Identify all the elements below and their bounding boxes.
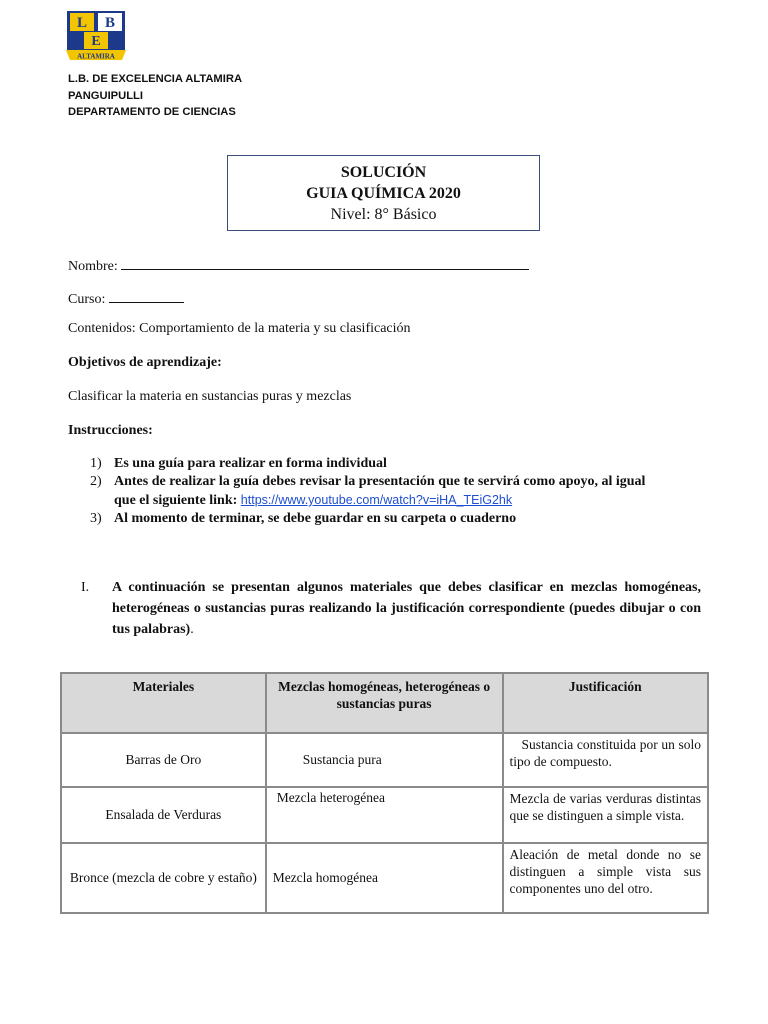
cell-material: Barras de Oro bbox=[61, 733, 266, 787]
table-header-row bbox=[61, 673, 708, 733]
section-text: A continuación se presentan algunos materiales que debes clasificar en mezclas homogéneas, heterogéneas o sustancias puras realizando la justificación correspondiente (puedes dibujar o con tus palabras) bbox=[112, 580, 701, 637]
list-item-text: Antes de realizar la guía debes revisar la presentación que te servirá como apoyo, al igual bbox=[114, 474, 646, 489]
school-department: DEPARTAMENTO DE CIENCIAS bbox=[68, 106, 236, 118]
school-city: PANGUIPULLI bbox=[68, 89, 143, 102]
header-materiales: Materiales bbox=[61, 673, 266, 733]
cell-material: Ensalada de Verduras bbox=[61, 787, 266, 843]
list-item-text: Al momento de terminar, se debe guardar en su carpeta o cuaderno bbox=[114, 511, 517, 526]
cell-tipo: Mezcla homogénea bbox=[266, 843, 503, 913]
instructions-list bbox=[90, 455, 645, 528]
curso-blank[interactable] bbox=[109, 288, 184, 303]
logo-letter-e: E bbox=[91, 34, 101, 49]
list-item-continuation bbox=[90, 491, 645, 510]
cell-justificacion: Aleación de metal donde no se distinguen a simple vista sus componentes uno del otro. bbox=[503, 843, 708, 913]
list-item-number: 3) bbox=[90, 511, 102, 526]
logo-letter-l: L bbox=[76, 15, 88, 31]
list-item bbox=[90, 455, 645, 473]
logo-banner: ALTAMIRA bbox=[77, 52, 115, 61]
list-item-text: que el siguiente link: bbox=[114, 493, 238, 508]
section-roman-numeral: I. bbox=[81, 580, 90, 595]
school-header bbox=[68, 71, 242, 121]
cell-justificacion: Sustancia constituida por un solo tipo de compuesto. bbox=[503, 733, 708, 787]
title-solution: SOLUCIÓN bbox=[340, 164, 427, 181]
title-guide: GUIA QUÍMICA 2020 bbox=[306, 185, 461, 202]
curso-label: Curso: bbox=[68, 292, 106, 307]
cell-justificacion: Mezcla de varias verduras distintas que se distinguen a simple vista. bbox=[503, 787, 708, 843]
table-row bbox=[61, 787, 708, 843]
logo-letter-b: B bbox=[104, 15, 116, 31]
objetivos-text: Clasificar la materia en sustancias puras y mezclas bbox=[68, 389, 352, 404]
school-name: L.B. DE EXCELENCIA ALTAMIRA bbox=[68, 73, 243, 85]
cell-tipo: Sustancia pura bbox=[266, 733, 503, 787]
table-row bbox=[61, 733, 708, 787]
classification-table bbox=[60, 672, 709, 914]
objetivos-heading: Objetivos de aprendizaje: bbox=[68, 355, 222, 370]
title-level: Nivel: 8° Básico bbox=[330, 206, 437, 223]
table-row bbox=[61, 843, 708, 913]
title-box bbox=[227, 155, 540, 231]
list-item bbox=[90, 473, 645, 491]
nombre-row bbox=[68, 255, 529, 275]
list-item-text: Es una guía para realizar en forma individual bbox=[114, 456, 387, 471]
list-item bbox=[90, 510, 645, 528]
nombre-blank[interactable] bbox=[121, 255, 529, 270]
section-tail: . bbox=[190, 622, 194, 637]
school-logo bbox=[66, 10, 126, 62]
list-item-number: 1) bbox=[90, 456, 102, 471]
contenidos-text: Contenidos: Comportamiento de la materia y su clasificación bbox=[68, 321, 411, 336]
cell-material: Bronce (mezcla de cobre y estaño) bbox=[61, 843, 266, 913]
list-item-number: 2) bbox=[90, 474, 102, 489]
youtube-link[interactable]: https://www.youtube.com/watch?v=iHA_TEiG2hk bbox=[240, 493, 513, 507]
section-i bbox=[68, 577, 701, 640]
curso-row bbox=[68, 288, 184, 308]
nombre-label: Nombre: bbox=[68, 259, 118, 274]
instrucciones-heading: Instrucciones: bbox=[68, 423, 153, 438]
cell-tipo: Mezcla heterogénea bbox=[266, 787, 503, 843]
header-clasificacion: Mezclas homogéneas, heterogéneas o sustancias puras bbox=[266, 673, 503, 733]
header-justificacion: Justificación bbox=[503, 673, 708, 733]
